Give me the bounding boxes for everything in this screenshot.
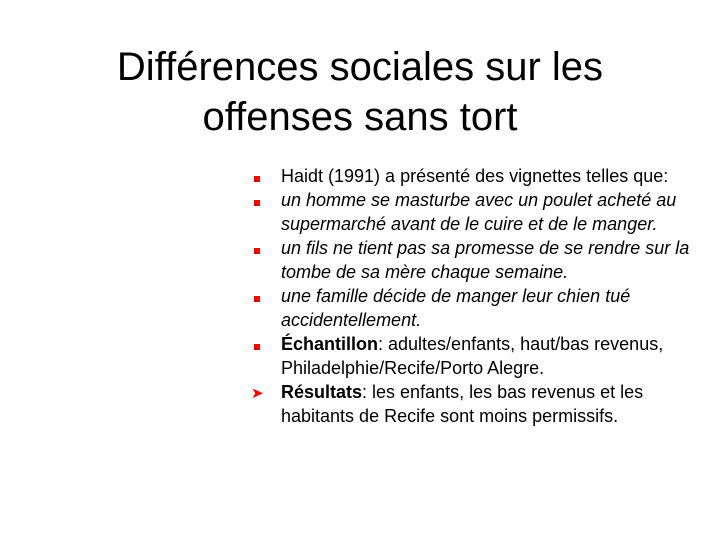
slide-title: Différences sociales sur les offenses sans tort (116, 45, 604, 139)
bullet-item-echantillon (252, 332, 692, 380)
bullet-text: une famille décide de manger leur chien tué accidentellement. (281, 286, 631, 330)
bullet-item-haidt (252, 164, 692, 188)
bullet-list (252, 164, 692, 428)
bullet-item-vignette-chien (252, 284, 692, 332)
bullet-text: : adultes/enfants, haut/bas revenus, Philadelphie/Recife/Porto Alegre. (281, 334, 664, 378)
square-bullet-icon (252, 284, 268, 308)
bullet-item-vignette-fils (252, 236, 692, 284)
square-bullet-icon (252, 188, 268, 212)
arrow-bullet-icon: ➤ (251, 385, 264, 402)
bullet-text: Haidt (1991) a présenté des vignettes telles que: (281, 166, 669, 186)
square-bullet-icon (252, 332, 268, 356)
square-bullet-icon (252, 236, 268, 260)
bullet-item-vignette-poulet (252, 188, 692, 236)
bullet-bold-label: Résultats (281, 382, 363, 402)
bullet-text: un fils ne tient pas sa promesse de se rendre sur la tombe de sa mère chaque semaine. (281, 238, 690, 282)
bullet-item-resultats (252, 380, 692, 428)
bullet-text: un homme se masturbe avec un poulet acheté au supermarché avant de le cuire et de le manger. (281, 190, 677, 234)
bullet-bold-label: Échantillon (281, 334, 379, 354)
square-bullet-icon (252, 164, 268, 188)
bullet-text: : les enfants, les bas revenus et les habitants de Recife sont moins permissifs. (281, 382, 644, 426)
